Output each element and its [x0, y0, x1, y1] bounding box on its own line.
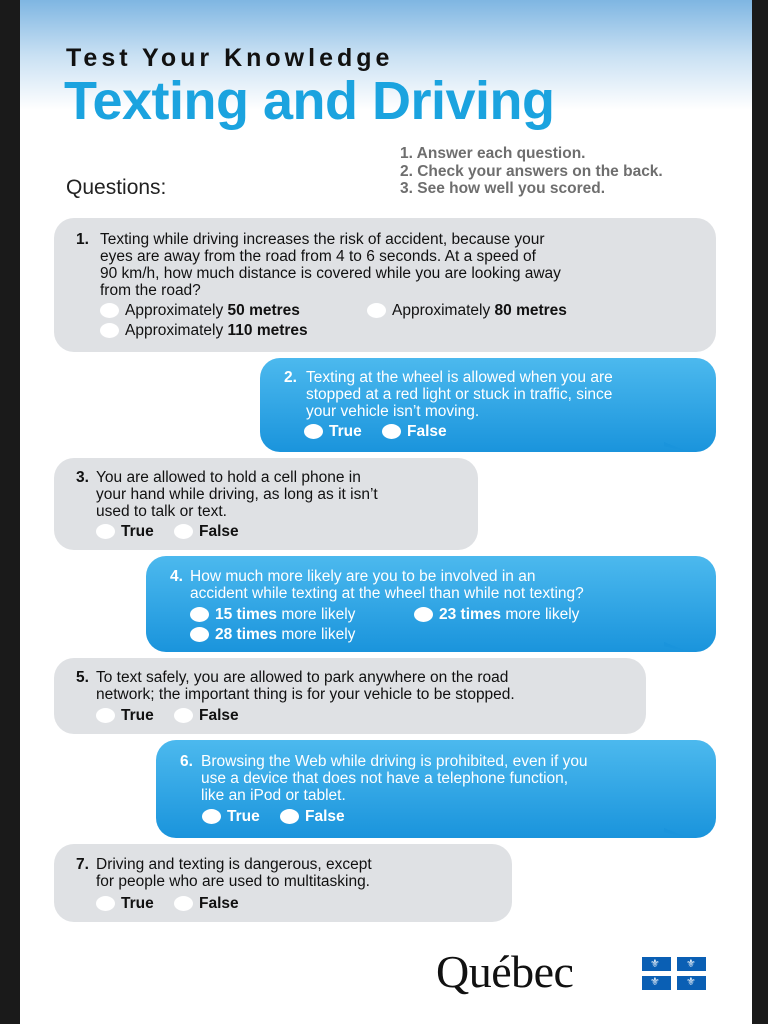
- radio-button[interactable]: [100, 303, 119, 318]
- question-line: How much more likely are you to be involved in an: [190, 568, 536, 585]
- radio-button[interactable]: [190, 607, 209, 622]
- question-line: used to talk or text.: [96, 503, 227, 520]
- question-line: To text safely, you are allowed to park anywhere on the road: [96, 669, 509, 686]
- question-5-bubble: [54, 658, 646, 734]
- question-line: Browsing the Web while driving is prohibited, even if you: [201, 753, 588, 770]
- question-number: 1.: [76, 231, 89, 248]
- question-line: like an iPod or tablet.: [201, 787, 346, 804]
- radio-button[interactable]: [280, 809, 299, 824]
- question-number: 2.: [284, 369, 297, 386]
- question-line: your vehicle isn’t moving.: [306, 403, 480, 420]
- question-line: use a device that does not have a telephone function,: [201, 770, 569, 787]
- radio-button[interactable]: [174, 896, 193, 911]
- answer-option[interactable]: False: [174, 523, 239, 540]
- radio-button[interactable]: [382, 424, 401, 439]
- question-1-bubble: [54, 218, 716, 352]
- radio-button[interactable]: [414, 607, 433, 622]
- radio-button[interactable]: [174, 708, 193, 723]
- radio-button[interactable]: [100, 323, 119, 338]
- answer-option[interactable]: True: [96, 523, 154, 540]
- question-line: eyes are away from the road from 4 to 6 seconds. At a speed of: [100, 248, 536, 265]
- header-subtitle: Test Your Knowledge: [66, 44, 394, 72]
- answer-option[interactable]: True: [304, 423, 362, 440]
- answer-option[interactable]: Approximately 110 metres: [100, 322, 308, 339]
- radio-button[interactable]: [96, 896, 115, 911]
- answer-option[interactable]: True: [96, 707, 154, 724]
- radio-button[interactable]: [304, 424, 323, 439]
- question-number: 5.: [76, 669, 89, 686]
- instruction-item: 2. Check your answers on the back.: [400, 162, 663, 180]
- answer-option[interactable]: False: [280, 808, 345, 825]
- question-line: Driving and texting is dangerous, except: [96, 856, 372, 873]
- radio-button[interactable]: [367, 303, 386, 318]
- question-7-bubble: [54, 844, 512, 922]
- question-line: network; the important thing is for your vehicle to be stopped.: [96, 686, 515, 703]
- radio-button[interactable]: [174, 524, 193, 539]
- answer-option[interactable]: True: [96, 895, 154, 912]
- answer-option[interactable]: Approximately 80 metres: [367, 302, 567, 319]
- question-text: [96, 469, 378, 520]
- question-line: You are allowed to hold a cell phone in: [96, 469, 361, 486]
- question-3-bubble: [54, 458, 478, 550]
- question-line: accident while texting at the wheel than while not texting?: [190, 585, 584, 602]
- question-line: Texting while driving increases the risk of accident, because your: [100, 231, 545, 248]
- radio-button[interactable]: [96, 708, 115, 723]
- question-2-bubble: [260, 358, 716, 452]
- question-number: 6.: [180, 753, 193, 770]
- question-6-bubble: [156, 740, 716, 838]
- question-line: 90 km/h, how much distance is covered while you are looking away: [100, 265, 561, 282]
- question-number: 3.: [76, 469, 89, 486]
- fleur-de-lis-flag-icon: ⚜ ⚜ ⚜ ⚜: [642, 957, 706, 990]
- question-line: Texting at the wheel is allowed when you are: [306, 369, 613, 386]
- radio-button[interactable]: [202, 809, 221, 824]
- question-line: for people who are used to multitasking.: [96, 873, 370, 890]
- question-line: stopped at a red light or stuck in traffic, since: [306, 386, 613, 403]
- quebec-logo-wordmark: Québec: [436, 946, 574, 997]
- instruction-item: 3. See how well you scored.: [400, 180, 606, 197]
- answer-option[interactable]: 23 times more likely: [414, 606, 579, 623]
- answer-option[interactable]: False: [174, 895, 239, 912]
- questions-label: Questions:: [66, 176, 167, 199]
- question-text: [100, 231, 561, 299]
- answer-option[interactable]: True: [202, 808, 260, 825]
- question-text: [201, 753, 588, 804]
- answer-option[interactable]: False: [174, 707, 239, 724]
- instructions-list: [400, 145, 663, 198]
- quiz-page: [20, 0, 752, 1024]
- instruction-item: 1. Answer each question.: [400, 145, 586, 162]
- question-line: from the road?: [100, 282, 201, 299]
- question-text: [96, 669, 515, 703]
- question-4-bubble: [146, 556, 716, 652]
- question-number: 4.: [170, 568, 183, 585]
- question-text: [96, 856, 372, 890]
- question-line: your hand while driving, as long as it isn’t: [96, 486, 378, 503]
- question-text: [190, 568, 584, 602]
- header-title: Texting and Driving: [64, 71, 555, 131]
- answer-option[interactable]: Approximately 50 metres: [100, 302, 300, 319]
- question-text: [306, 369, 613, 420]
- radio-button[interactable]: [96, 524, 115, 539]
- question-number: 7.: [76, 856, 89, 873]
- answer-option[interactable]: 15 times more likely: [190, 606, 355, 623]
- answer-option[interactable]: False: [382, 423, 447, 440]
- radio-button[interactable]: [190, 627, 209, 642]
- answer-option[interactable]: 28 times more likely: [190, 626, 355, 643]
